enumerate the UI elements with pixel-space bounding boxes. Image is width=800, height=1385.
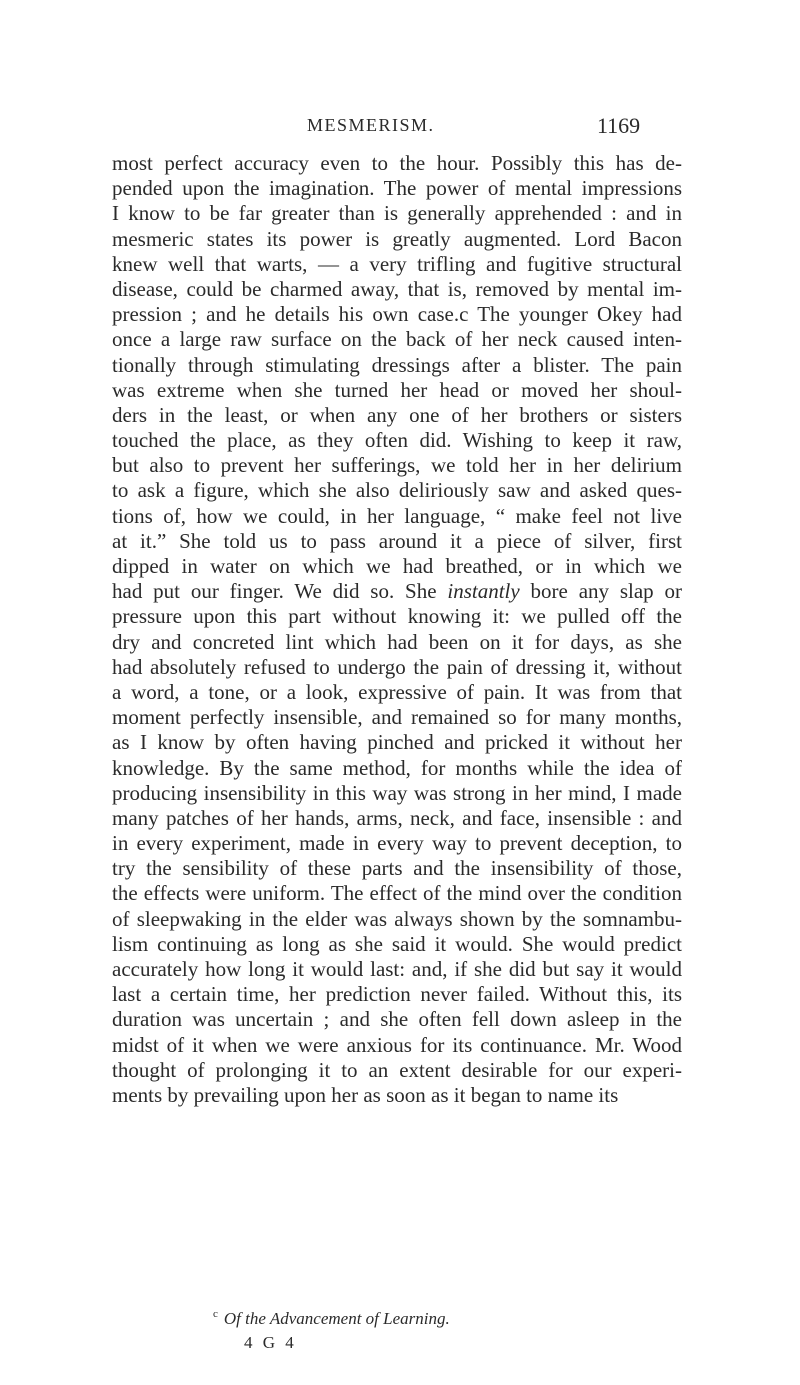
text-line: was extreme when she turned her head or moved her shoul- [112, 377, 682, 402]
text-line: moment perfectly insensible, and remained so for many months, [112, 705, 682, 730]
body-text [112, 151, 682, 1108]
printer-signature: 4 G 4 [244, 1333, 297, 1352]
text-line: knew well that warts, — a very trifling and fugitive structural [112, 251, 682, 276]
text-line: midst of it when we were anxious for its continuance. Mr. Wood [112, 1032, 682, 1057]
text-line: ders in the least, or when any one of her brothers or sisters [112, 402, 682, 427]
text-line: the effects were uniform. The effect of the mind over the condition [112, 881, 682, 906]
running-head [0, 113, 800, 143]
text-line: of sleepwaking in the elder was always shown by the somnambu- [112, 906, 682, 931]
text-line: but also to prevent her sufferings, we told her in her delirium [112, 453, 682, 478]
text-line: producing insensibility in this way was strong in her mind, I made [112, 780, 682, 805]
text-line: I know to be far greater than is generally apprehended : and in [112, 201, 682, 226]
text-line: thought of prolonging it to an extent desirable for our experi- [112, 1057, 682, 1082]
text-line: tionally through stimulating dressings after a blister. The pain [112, 352, 682, 377]
text-line: disease, could be charmed away, that is, removed by mental im- [112, 276, 682, 301]
text-line: ments by prevailing upon her as soon as it began to name its [112, 1082, 619, 1107]
text-line: pression ; and he details his own case.c The younger Okey had [112, 302, 682, 327]
text-line: pressure upon this part without knowing it: we pulled off the [112, 604, 682, 629]
text-segment: bore any slap or [519, 579, 682, 604]
text-line: touched the place, as they often did. Wishing to keep it raw, [112, 428, 682, 453]
text-line: as I know by often having pinched and pricked it without her [112, 730, 682, 755]
running-title: MESMERISM. [307, 115, 435, 135]
text-line: a word, a tone, or a look, expressive of pain. It was from that [112, 679, 682, 704]
italic-word: instantly [447, 579, 520, 604]
text-line: dipped in water on which we had breathed, or in which we [112, 554, 682, 578]
text-line: to ask a figure, which she also deliriously saw and asked ques- [112, 478, 682, 503]
text-line: once a large raw surface on the back of her neck caused inten- [112, 327, 682, 352]
text-line: most perfect accuracy even to the hour. Possibly this has de- [112, 151, 682, 175]
text-line: mesmeric states its power is greatly augmented. Lord Bacon [112, 226, 682, 251]
text-segment: had put our finger. We did so. She [112, 579, 448, 604]
text-line: lism continuing as long as she said it would. She would predict [112, 931, 682, 956]
text-line: pended upon the imagination. The power of mental impressions [112, 176, 682, 201]
text-line: dry and concreted lint which had been on it for days, as she [112, 629, 682, 654]
page-number: 1169 [597, 113, 641, 138]
text-line: knowledge. By the same method, for months while the idea of [112, 755, 682, 780]
text-line-with-italic [112, 579, 682, 604]
text-line: at it.” She told us to pass around it a piece of silver, first [112, 528, 682, 553]
footnote-text: Of the Advancement of Learning. [223, 1309, 450, 1328]
text-line: duration was uncertain ; and she often fell down asleep in the [112, 1007, 682, 1032]
text-line: last a certain time, her prediction never failed. Without this, its [112, 982, 682, 1007]
text-line: try the sensibility of these parts and the insensibility of those, [112, 856, 682, 881]
text-line: accurately how long it would last: and, if she did but say it would [112, 957, 682, 981]
footnote-line [213, 1308, 450, 1329]
text-line: many patches of her hands, arms, neck, and face, insensible : and [112, 805, 682, 830]
text-line: had absolutely refused to undergo the pain of dressing it, without [112, 654, 682, 679]
text-line: in every experiment, made in every way to prevent deception, to [112, 831, 682, 856]
footnote-mark: c [213, 1308, 218, 1320]
text-line: tions of, how we could, in her language, “ make feel not live [112, 503, 682, 528]
